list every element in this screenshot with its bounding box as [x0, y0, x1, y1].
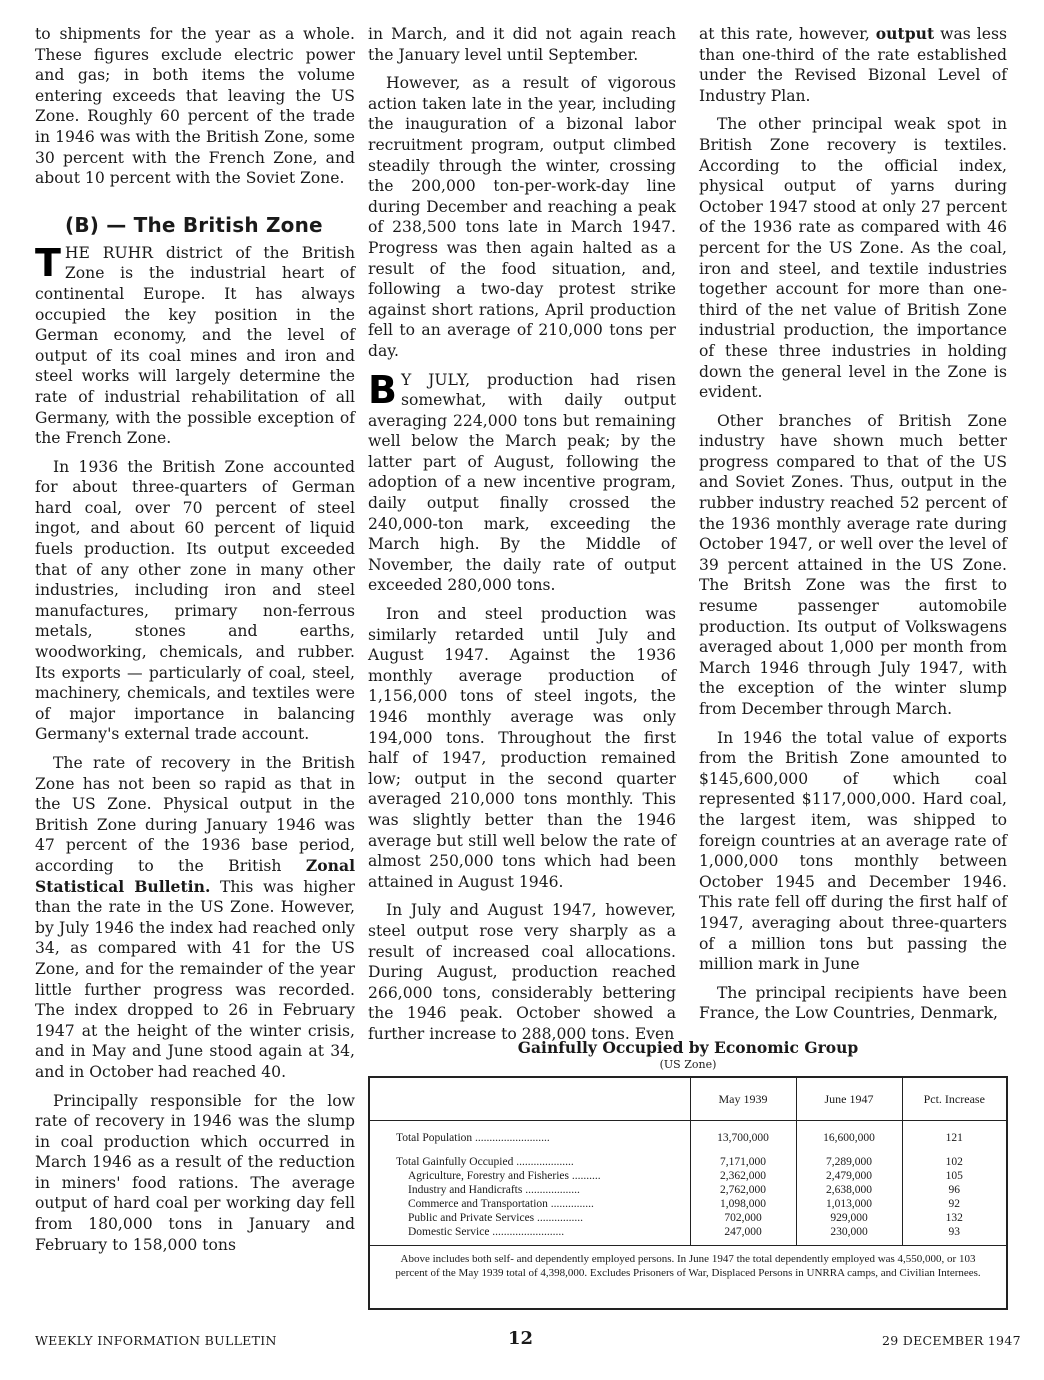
footer-date: 29 DECEMBER 1947 [882, 1333, 1021, 1348]
paragraph-vigorous-action: However, as a result of vigorous action taken late in the year, including the inauguration of a bizonal labor recruitment program, output climbed steadily through the winter, crossing the 200,000 ton-per-work-day line during December and reaching a peak of 238,500 tons late in March 1947. Progress was then again halted as a result of the food situation, and, following a two-day protest strike against short rations, April production fell to an average of 210,000 tons per day. [368, 74, 676, 360]
paragraph-textiles: The other principal weak spot in British Zone recovery is textiles. According to the official index, physical output of yarns during October 1947 stood at only 27 percent of the 1936 rate as compared with 46 percent for the US Zone. As the coal, iron and steel, and textile industries together account for more than one-third of the net value of British Zone industrial production, the importance of these three industries in holding down the general level in the Zone is evident. [699, 115, 1007, 402]
cell-may-1939: 2,762,000 [690, 1183, 796, 1197]
row-label: Commerce and Transportation ............... [408, 1198, 594, 1210]
row-label: Total Population .......................... [396, 1132, 550, 1144]
row-label: Agriculture, Forestry and Fisheries .......... [408, 1170, 601, 1182]
paragraph-recipients: The principal recipients have been France, the Low Countries, Denmark, [699, 983, 1007, 1023]
table-header-june-1947: June 1947 [796, 1078, 902, 1121]
cell-june-1947: 2,479,000 [796, 1169, 902, 1183]
paragraph-rate-text-b: was less than one-third of the rate established under the Revised Bizonal Level of Industry Plan. [699, 25, 1007, 105]
cell-june-1947: 1,013,000 [796, 1197, 902, 1211]
paragraph-ruhr-text: HE RUHR district of the British Zone is the industrial heart of continental Europe. It has always occupied the key position in the German economy, and the level of output of its coal mines and iron and steel works will largely determine the rate of industrial rehabilitation of all Germany, with the possible exception of the French Zone. [35, 243, 355, 448]
table-block [368, 1038, 1008, 1310]
cell-june-1947: 929,000 [796, 1211, 902, 1225]
cell-may-1939: 247,000 [690, 1225, 796, 1239]
cell-may-1939: 2,362,000 [690, 1169, 796, 1183]
cell-june-1947: 7,289,000 [796, 1155, 902, 1169]
output-bold: output [875, 24, 935, 43]
cell-pct-increase: 102 [902, 1155, 1006, 1169]
cell-pct-increase: 92 [902, 1197, 1006, 1211]
table-header-may-1939: May 1939 [690, 1078, 796, 1121]
cell-pct-increase: 132 [902, 1211, 1006, 1225]
row-label: Total Gainfully Occupied .................... [396, 1156, 574, 1168]
table-row [370, 1211, 1006, 1225]
page-number: 12 [508, 1328, 534, 1349]
cell-may-1939: 13,700,000 [690, 1131, 796, 1145]
paragraph-july-text: Y JULY, production had risen somewhat, with daily output averaging 224,000 tons but remaining well below the March peak; by the latter part of August, following the adoption of a new incentive program, daily output finally crossed the 240,000-ton mark, exceeding the March high. By the Middle of November, the daily rate of output exceeded 280,000 tons. [368, 370, 676, 595]
table-row [370, 1225, 1006, 1239]
table-subtitle: (US Zone) [659, 1058, 717, 1071]
paragraph-steel-output: In July and August 1947, however, steel output rose very sharply as a result of increased coal allocations. During August, production reached 266,000 tons, considerably bettering the 1946 peak. October showed a further increase to 288,000 tons. Even [368, 901, 676, 1043]
paragraph-exports: In 1946 the total value of exports from the British Zone amounted to $145,600,000 of which coal represented $117,000,000. Hard coal, the largest item, was shipped to foreign countries at an average rate of 1,000,000 tons monthly between October 1945 and December 1946. This rate fell off during the first half of 1947, averaging about three-quarters of a million tons but passing the million mark in June [699, 728, 1007, 974]
column-1 [35, 24, 355, 1263]
cell-pct-increase: 105 [902, 1169, 1006, 1183]
row-label: Industry and Handicrafts ................... [408, 1184, 580, 1196]
drop-cap-b: B [368, 367, 397, 412]
cell-pct-increase: 93 [902, 1225, 1006, 1239]
bulletin-title: Zonal Statistical Bulletin. [35, 855, 355, 896]
table-header-blank [370, 1078, 690, 1121]
column-3 [699, 24, 1007, 1032]
table-title: Gainfully Occupied by Economic Group [517, 1038, 859, 1057]
paragraph-march: in March, and it did not again reach the January level until September. [368, 25, 676, 64]
cell-pct-increase: 96 [902, 1183, 1006, 1197]
cell-june-1947: 230,000 [796, 1225, 902, 1239]
cell-pct-increase: 121 [902, 1131, 1006, 1145]
cell-may-1939: 702,000 [690, 1211, 796, 1225]
row-label: Public and Private Services ................ [408, 1212, 584, 1224]
table-header-pct-increase: Pct. Increase [902, 1078, 1006, 1121]
paragraph-iron-steel: Iron and steel production was similarly retarded until July and August 1947. Against the 1936 monthly average production of 1,156,000 tons of steel ingots, the 1946 monthly average was only 194,000 tons. Throughout the first half of 1947, production remained low; output in the second quarter averaged 210,000 tons monthly. This was slightly better than the 1946 average but still well below the rate of almost 250,000 tons which had been attained in August 1946. [368, 605, 676, 891]
section-heading: (B) — The British Zone [65, 212, 323, 237]
table-box [368, 1076, 1008, 1310]
paragraph-rate [699, 24, 1007, 106]
paragraph-other-branches: Other branches of British Zone industry have shown much better progress compared to that of the US and Soviet Zones. Thus, output in the rubber industry reached 52 percent of the 1936 monthly average rate during October 1947, or well over the level of 39 percent attained in the US Zone. The Britsh Zone was the first to resume passenger automobile production. Its output of Volkswagens averaged about 1,000 per month from March 1946 through July 1947, with the exception of the winter slump from December through March. [699, 411, 1007, 718]
cell-may-1939: 7,171,000 [690, 1155, 796, 1169]
paragraph-recovery-text-a: The rate of recovery in the British Zone has not been so rapid as that in the US Zone. Physical output in the British Zone during January 1946 was 47 percent of the 1936 base period, according to the British [35, 754, 355, 875]
footer-publication-title: WEEKLY INFORMATION BULLETIN [35, 1333, 277, 1348]
table-header-row [370, 1078, 1006, 1121]
paragraph-intro: to shipments for the year as a whole. These figures exclude electric power and gas; in both items the volume entering exceeds that leaving the US Zone. Roughly 60 percent of the trade in 1946 was with the British Zone, some 30 percent with the French Zone, and about 10 percent with the Soviet Zone. [35, 25, 355, 188]
paragraph-july [368, 367, 676, 597]
table-note: Above includes both self- and dependently employed persons. In June 1947 the total dependently employed was 4,550,000, or 103 percent of the May 1939 total of 4,398,000. Excludes Prisoners of War, Displaced Persons in UNRRA camps, and Civilian Internees. [395, 1253, 981, 1279]
paragraph-ruhr [35, 240, 355, 449]
table-row [370, 1169, 1006, 1183]
cell-may-1939: 1,098,000 [690, 1197, 796, 1211]
cell-june-1947: 16,600,000 [796, 1131, 902, 1145]
table-row [370, 1183, 1006, 1197]
row-label: Domestic Service ......................... [408, 1226, 565, 1238]
paragraph-recovery-text-b: This was higher than the rate in the US Zone. However, by July 1946 the index had reached only 34, as compared with 41 for the US Zone, and for the remainder of the year little further progress was recorded. The index dropped to 26 in February 1947 at the height of the winter crisis, and in May and June stood again at 34, and in October had reached 40. [35, 877, 355, 1081]
table-row [370, 1155, 1006, 1169]
paragraph-rate-text-a: at this rate, however, [699, 25, 876, 43]
drop-cap-t: T [35, 240, 61, 285]
table-row [370, 1197, 1006, 1211]
table-row [370, 1131, 1006, 1145]
cell-june-1947: 2,638,000 [796, 1183, 902, 1197]
paragraph-recovery-rate [35, 753, 355, 1083]
column-2 [368, 24, 676, 1053]
economic-group-table [370, 1078, 1006, 1246]
paragraph-1936: In 1936 the British Zone accounted for about three-quarters of German hard coal, over 70 percent of steel ingot, and about 60 percent of liquid fuels production. Its output exceeded that of any other zone in many other industries, including iron and steel manufactures, primary non-ferrous metals, stones and earths, woodworking, chemicals, and rubber. Its exports — particularly of coal, steel, machinery, chemicals, and textiles were of major importance in balancing Germany's external trade account. [35, 457, 355, 744]
paragraph-coal-slump: Principally responsible for the low rate of recovery in 1946 was the slump in coal production which occurred in March 1946 as a result of the reduction in miners' food rations. The average output of hard coal per working day fell from 180,000 tons in January and February to 158,000 tons [35, 1091, 355, 1254]
